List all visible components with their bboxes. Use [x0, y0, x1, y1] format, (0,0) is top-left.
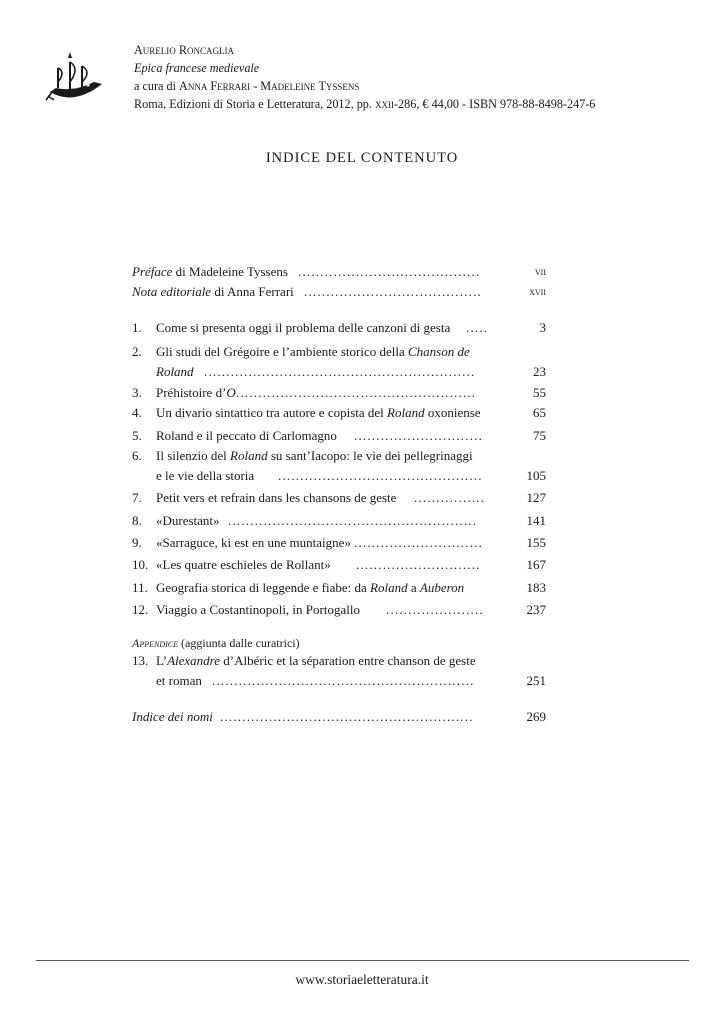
entry-text: Indice dei nomi	[132, 709, 213, 724]
dot-leader: ......................	[386, 602, 484, 617]
entry-italic-continued: Roland	[156, 364, 194, 379]
toc-entry-9	[132, 535, 546, 555]
entry-page: 55	[533, 385, 546, 400]
toc-entry-13	[132, 653, 546, 693]
entry-text: di Madeleine Tyssens	[172, 264, 288, 279]
toc-entry-12	[132, 602, 546, 622]
entry-number: 10.	[132, 557, 149, 572]
footer-url[interactable]: www.storiaeletteratura.it	[295, 972, 429, 987]
entry-page: 237	[526, 602, 546, 617]
entry-italic: Préface	[132, 264, 173, 279]
bibliographic-header	[134, 41, 595, 113]
entry-text: di Anna Ferrari	[211, 284, 294, 299]
author: Aurelio Roncaglia	[134, 43, 234, 57]
entry-page: 23	[533, 364, 546, 379]
entry-text-mid: a	[407, 580, 420, 595]
dot-leader: .............................	[354, 535, 484, 550]
toc-entry-10	[132, 557, 546, 577]
entry-page: 155	[526, 535, 546, 550]
entry-italic: O	[226, 385, 236, 400]
entry-text: Préhistoire d’	[156, 385, 227, 400]
entry-number: 4.	[132, 405, 142, 420]
page-title: INDICE DEL CONTENUTO	[265, 150, 459, 166]
entry-text: Il silenzio del	[156, 448, 231, 463]
publication-pages: xxii-286	[374, 97, 417, 111]
dot-leader: .........................................................	[220, 709, 474, 724]
dot-leader: .............................	[354, 428, 484, 443]
entry-page: 167	[526, 557, 546, 572]
entry-text-end: su sant’Iacopo: le vie dei pellegrinaggi	[267, 448, 473, 463]
entry-number: 8.	[132, 513, 142, 528]
entry-text: «Durestant»	[156, 513, 220, 528]
entry-number: 13.	[132, 653, 149, 668]
entry-number: 12.	[132, 602, 149, 617]
toc-entry-1	[132, 320, 546, 340]
editors-prefix: a cura di	[134, 79, 176, 93]
dot-leader: .....	[466, 320, 489, 335]
entry-text-continued: et roman	[156, 673, 202, 688]
entry-text: «Les quatre eschieles de Rollant»	[156, 557, 331, 572]
dot-leader: .........................................	[298, 264, 481, 279]
entry-text: Roland e il peccato di Carlomagno	[156, 428, 337, 443]
entry-page: 251	[526, 673, 546, 688]
toc-entry-preface	[132, 264, 546, 284]
dot-leader: ..............................................	[278, 468, 483, 483]
toc-entry-11	[132, 580, 546, 600]
entry-page: 105	[526, 468, 546, 483]
entry-number: 1.	[132, 320, 142, 335]
entry-number: 11.	[132, 580, 148, 595]
entry-text: Petit vers et refrain dans les chansons de geste	[156, 490, 397, 505]
entry-number: 9.	[132, 535, 142, 550]
appendix-label: Appendice	[132, 636, 178, 650]
entry-page: 65	[533, 405, 546, 420]
publication-main: Roma, Edizioni di Storia e Letteratura, 2012, pp.	[134, 97, 372, 111]
entry-text: L’	[156, 653, 168, 668]
book-title: Epica francese medievale	[134, 61, 260, 75]
editors-line	[134, 77, 595, 95]
entry-italic: Roland	[387, 405, 425, 420]
entry-number: 7.	[132, 490, 142, 505]
entry-page: 269	[526, 709, 546, 724]
entry-page: 127	[526, 490, 546, 505]
toc-entry-4	[132, 405, 546, 425]
dot-leader: ......................................................	[236, 385, 477, 400]
entry-italic: Chanson de	[407, 344, 470, 359]
entry-page: 141	[526, 513, 546, 528]
toc-entry-5	[132, 428, 546, 448]
dot-leader: .............................................................	[204, 364, 476, 379]
entry-number: 2.	[132, 344, 142, 359]
entry-page: vii	[534, 264, 546, 278]
publication-line	[134, 95, 595, 113]
entry-text: Gli studi del Grégoire e l’ambiente storico della	[156, 344, 408, 359]
entry-page: xvii	[529, 284, 546, 298]
entry-italic: Alexandre	[167, 653, 221, 668]
footer-divider	[36, 960, 689, 961]
entry-italic: Roland	[370, 580, 408, 595]
dot-leader: ............................	[356, 557, 481, 572]
dot-leader: ................	[414, 490, 486, 505]
entry-italic: Roland	[230, 448, 268, 463]
toc-entry-nota	[132, 284, 546, 304]
toc-entry-3	[132, 385, 546, 405]
entry-page: 3	[539, 320, 546, 335]
publisher-logo	[44, 48, 106, 104]
toc-entry-index	[132, 709, 546, 729]
entry-number: 5.	[132, 428, 142, 443]
toc-entry-8	[132, 513, 546, 533]
editors: Anna Ferrari - Madeleine Tyssens	[179, 79, 360, 93]
entry-page: 183	[526, 580, 546, 595]
appendix-note: (aggiunta dalle curatrici)	[178, 636, 300, 650]
toc-entry-2	[132, 344, 546, 384]
entry-text-end: d’Albéric et la séparation entre chanson de geste	[220, 653, 476, 668]
entry-text: Un divario sintattico tra autore e copista del	[156, 405, 388, 420]
entry-italic: Nota editoriale	[132, 284, 212, 299]
toc-entry-7	[132, 490, 546, 510]
entry-text: Come si presenta oggi il problema delle canzoni di gesta	[156, 320, 451, 335]
dot-leader: ........................................	[304, 284, 482, 299]
toc-entry-6	[132, 448, 546, 488]
dot-leader: ...........................................................	[212, 673, 475, 688]
entry-text-continued: e le vie della storia	[156, 468, 255, 483]
entry-number: 3.	[132, 385, 142, 400]
dot-leader: ........................................................	[228, 513, 478, 528]
entry-text: «Sarraguce, ki est en une muntaigne»	[156, 535, 351, 550]
entry-text: Geografia storica di leggende e fiabe: da	[156, 580, 371, 595]
entry-page: 75	[533, 428, 546, 443]
entry-number: 6.	[132, 448, 142, 463]
entry-italic-2: Auberon	[419, 580, 465, 595]
entry-text: Viaggio a Costantinopoli, in Portogallo	[156, 602, 360, 617]
entry-text-end: oxoniense	[424, 405, 481, 420]
publication-rest: , € 44,00 - ISBN 978-88-8498-247-6	[416, 97, 596, 111]
